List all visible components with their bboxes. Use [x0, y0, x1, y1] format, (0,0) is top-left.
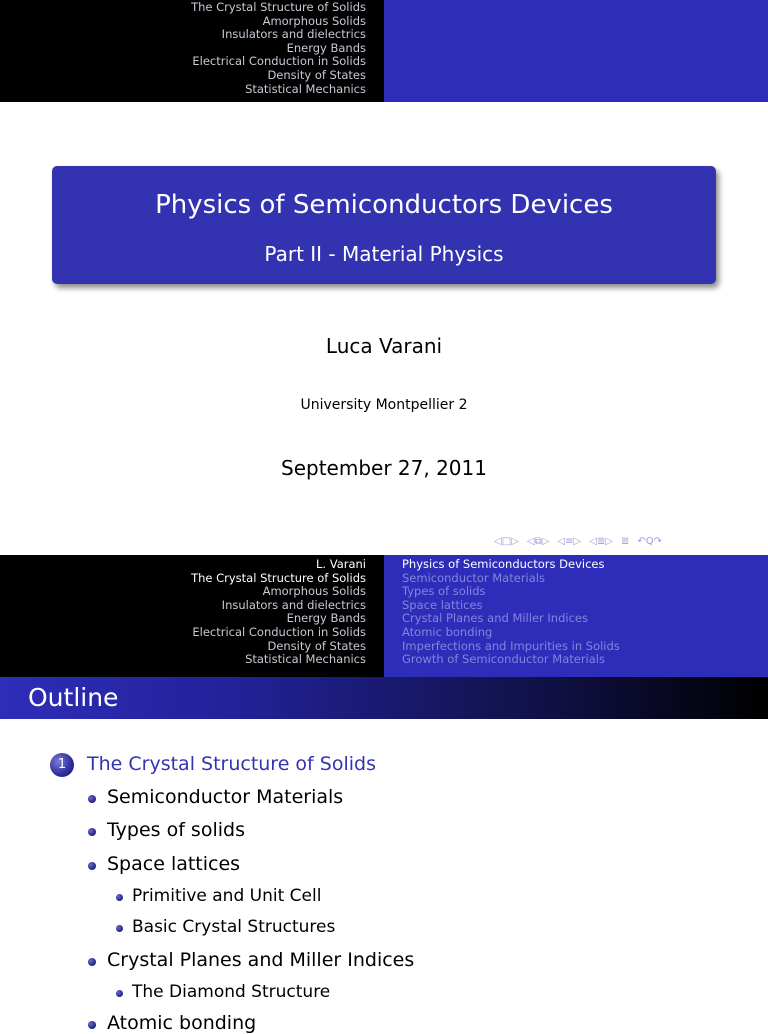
headline-section-link[interactable]: Density of States	[267, 638, 366, 653]
headline-section-link[interactable]: Statistical Mechanics	[245, 81, 366, 96]
headline-section-link[interactable]: Statistical Mechanics	[245, 652, 366, 667]
headline-section-link[interactable]: Energy Bands	[286, 40, 366, 55]
top-headline-sections	[0, 0, 384, 102]
headline-section-link[interactable]: Energy Bands	[286, 611, 366, 626]
headline-author: L. Varani	[316, 557, 366, 571]
top-headline-subsections	[384, 0, 768, 102]
headline-short-title: Physics of Semiconductors Devices	[402, 557, 605, 571]
presentation-title: Physics of Semiconductors Devices	[155, 190, 613, 220]
bullet-icon	[116, 990, 123, 997]
navigation-symbols	[494, 536, 670, 547]
bullet-icon	[88, 795, 96, 803]
headline-section-link[interactable]: The Crystal Structure of Solids	[191, 0, 366, 14]
section-number-ball: 1	[50, 753, 74, 777]
headline-subsection-link[interactable]: Space lattices	[402, 597, 483, 612]
outline-subsection-link[interactable]: Crystal Planes and Miller Indices	[107, 949, 415, 971]
outline-subsubsection-link[interactable]: Primitive and Unit Cell	[132, 886, 322, 906]
nav-subsection-icon[interactable]: ◁≡▷	[557, 536, 582, 547]
headline-section-link[interactable]: Density of States	[267, 67, 366, 82]
presentation-date: September 27, 2011	[281, 456, 487, 480]
headline-subsection-link[interactable]: Semiconductor Materials	[402, 570, 545, 585]
headline-subsections	[384, 555, 768, 677]
headline-subsection-link[interactable]: Crystal Planes and Miller Indices	[402, 611, 588, 626]
nav-frame-icon[interactable]: ◁⧉▷	[526, 536, 550, 547]
outline-section-link[interactable]: The Crystal Structure of Solids	[87, 753, 376, 775]
headline-sections	[0, 555, 384, 677]
bullet-icon	[116, 925, 123, 932]
outline-subsection-link[interactable]: Atomic bonding	[107, 1012, 257, 1034]
outline-subsection-link[interactable]: Space lattices	[107, 853, 241, 875]
headline-section-link[interactable]: Insulators and dielectrics	[221, 27, 366, 42]
headline-section-link[interactable]: The Crystal Structure of Solids	[191, 570, 366, 585]
outline-subsubsection-link[interactable]: Basic Crystal Structures	[132, 917, 336, 937]
title-block	[52, 166, 716, 284]
headline-section-link[interactable]: Insulators and dielectrics	[221, 597, 366, 612]
headline-subsection-link[interactable]: Imperfections and Impurities in Solids	[402, 638, 620, 653]
headline-section-link[interactable]: Amorphous Solids	[262, 13, 366, 28]
headline-section-link[interactable]: Electrical Conduction in Solids	[192, 54, 366, 69]
institute: University Montpellier 2	[300, 397, 468, 413]
headline-section-link[interactable]: Amorphous Solids	[262, 584, 366, 599]
nav-slide-icon[interactable]: ◁□▷	[494, 536, 519, 547]
author-name: Luca Varani	[325, 334, 443, 358]
bullet-icon	[88, 1021, 96, 1029]
headline-subsection-link[interactable]: Atomic bonding	[402, 624, 493, 639]
frame-title-bar	[0, 677, 768, 719]
bullet-icon	[88, 828, 96, 836]
headline-section-link[interactable]: Electrical Conduction in Solids	[192, 624, 366, 639]
bullet-icon	[88, 958, 96, 966]
bullet-icon	[88, 862, 96, 870]
nav-search-icon[interactable]: ↶Q↷	[637, 536, 663, 547]
headline-subsection-link[interactable]: Growth of Semiconductor Materials	[402, 652, 605, 667]
nav-document-icon[interactable]: ≣	[621, 536, 630, 547]
frame-title: Outline	[28, 683, 119, 712]
headline-subsection-link[interactable]: Types of solids	[402, 584, 486, 599]
outline-subsection-link[interactable]: Types of solids	[107, 819, 245, 841]
bullet-icon	[116, 894, 123, 901]
nav-section-icon[interactable]: ◁≣▷	[589, 536, 613, 547]
outline-subsection-link[interactable]: Semiconductor Materials	[107, 786, 344, 808]
outline-subsubsection-link[interactable]: The Diamond Structure	[132, 982, 331, 1002]
presentation-subtitle: Part II - Material Physics	[264, 242, 504, 266]
